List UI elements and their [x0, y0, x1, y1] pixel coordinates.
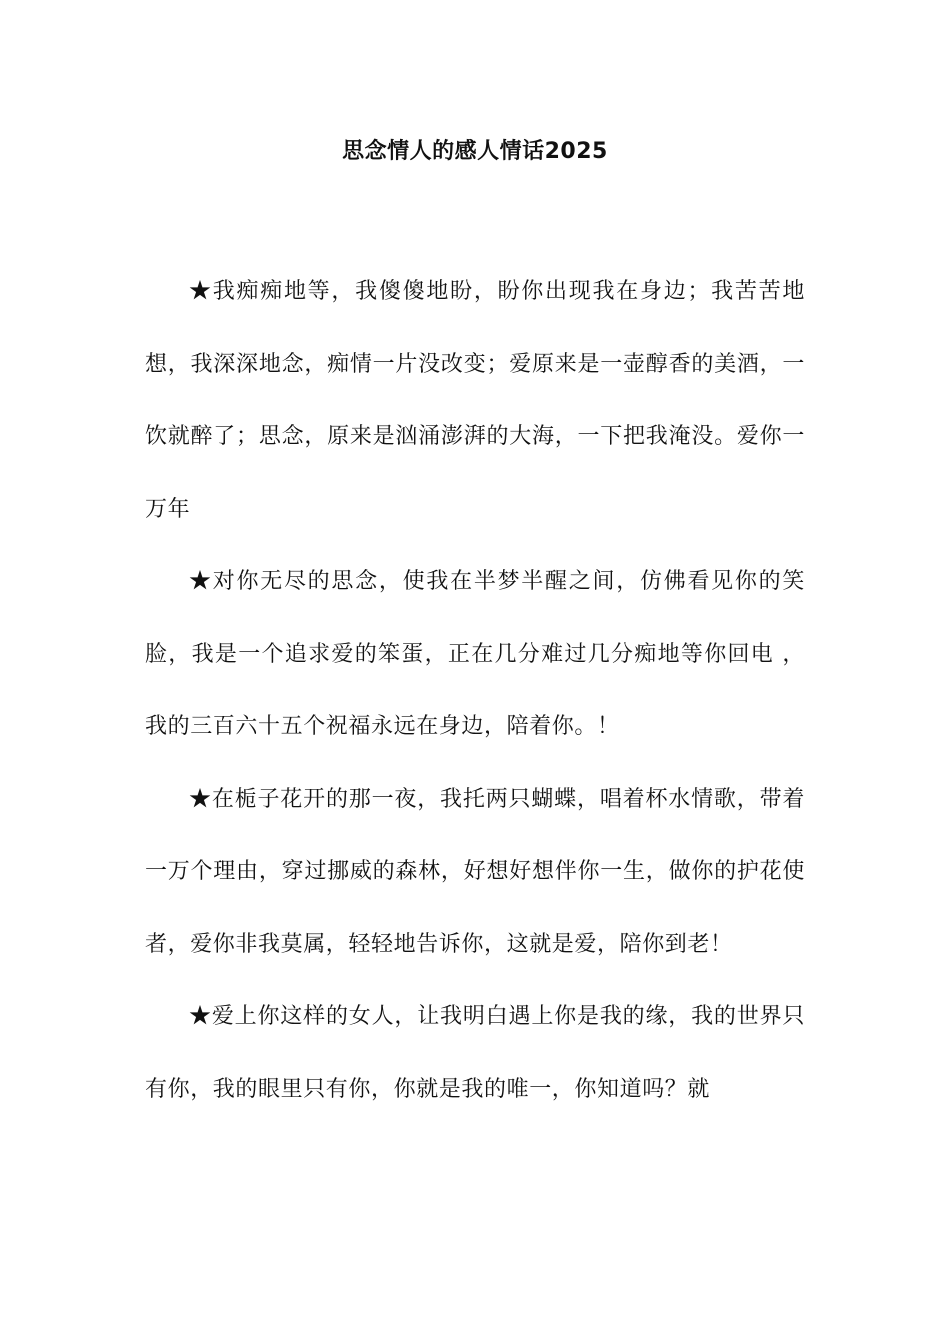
document-body — [145, 256, 805, 1126]
paragraph-4: ★爱上你这样的女人，让我明白遇上你是我的缘，我的世界只有你，我的眼里只有你，你就是我的唯一，你知道吗？就 — [145, 1004, 805, 1102]
document-title: 思念情人的感人情话2025 — [342, 139, 608, 164]
paragraph-3: ★在栀子花开的那一夜，我托两只蝴蝶，唱着杯水情歌，带着一万个理由，穿过挪威的森林，好想好想伴你一生，做你的护花使者，爱你非我莫属，轻轻地告诉你，这就是爱，陪你到老！ — [145, 786, 805, 957]
paragraph-1: ★我痴痴地等，我傻傻地盼，盼你出现我在身边；我苦苦地想，我深深地念，痴情一片没改变；爱原来是一壶醇香的美酒，一饮就醉了；思念，原来是汹涌澎湃的大海，一下把我淹没。爱你一万年 — [145, 279, 805, 522]
paragraph-2: ★对你无尽的思念，使我在半梦半醒之间，仿佛看见你的笑脸，我是一个追求爱的笨蛋，正在几分难过几分痴地等你回电 ，我的三百六十五个祝福永远在身边，陪着你。！ — [145, 569, 805, 739]
